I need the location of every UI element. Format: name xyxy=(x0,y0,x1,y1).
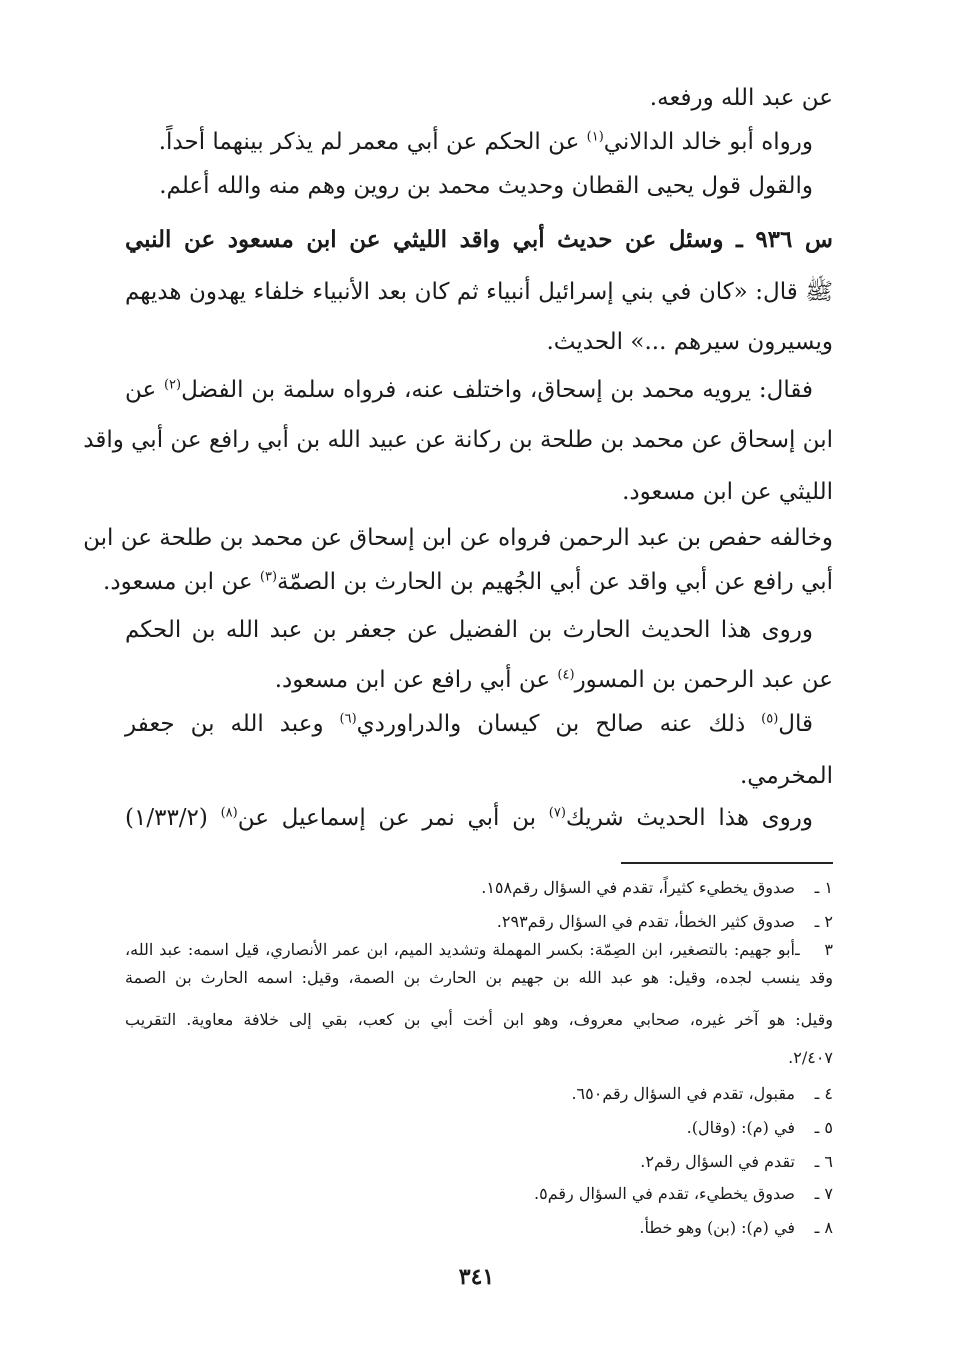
footnote-4: ٤ ـمقبول، تقدم في السؤال رقم٦٥٠. xyxy=(571,1084,833,1103)
footnote-5: ٥ ـفي (م): (وقال). xyxy=(686,1118,833,1137)
footnote-mark-8: (٨) xyxy=(220,805,238,821)
footnote-8: ٨ ـفي (م): (بن) وهو خطأ. xyxy=(639,1218,833,1237)
text-line-15: المخرمي. xyxy=(739,763,833,789)
text-line-7: فقال: يرويه محمد بن إسحاق، واختلف عنه، فرواه سلمة بن الفضل$^{(٢)}$ عن xyxy=(125,377,814,403)
question-heading: س ٩٣٦ ـ وسئل عن حديث أبي واقد الليثي عن ابن مسعود عن النبي xyxy=(125,226,833,253)
footnote-2: ٢ ـصدوق كثير الخطأ، تقدم في السؤال رقم٢٩٣. xyxy=(496,912,833,931)
footnote-divider xyxy=(621,862,833,864)
footnote-mark-2: (٢) xyxy=(163,377,182,393)
footnote-7: ٧ ـصدوق يخطيء، تقدم في السؤال رقم٥. xyxy=(534,1184,833,1203)
text-line-8: ابن إسحاق عن محمد بن طلحة بن ركانة عن عبيد الله بن أبي رافع عن أبي واقد xyxy=(83,427,833,453)
footnote-mark-3: (٣) xyxy=(259,569,278,585)
footnote-3-line-2: وقد ينسب لجده، وقيل: هو عبد الله بن جهيم بن الحارث بن الصمة، وقيل: اسمه الحارث بن الصمة xyxy=(125,968,833,987)
text-line-14: قال$^{(٥)}$ ذلك عنه صالح بن كيسان والدراوردي$^{(٦)}$ وعبد الله بن جعفر xyxy=(125,711,813,737)
text-line-10: وخالفه حفص بن عبد الرحمن فرواه عن ابن إسحاق عن محمد بن طلحة عن ابن xyxy=(83,525,833,551)
text-line-11: أبي رافع عن أبي واقد عن أبي الجُهيم بن الحارث بن الصمّة$^{(٣)}$ عن ابن مسعود. xyxy=(103,569,833,595)
text-line-3: والقول قول يحيى القطان وحديث محمد بن روين وهم منه والله أعلم. xyxy=(159,173,813,199)
footnote-mark-5: (٥) xyxy=(761,711,779,727)
footnote-3: ٣ ـأبو جهيم: بالتصغير، ابن الصِمّة: بكسر المهملة وتشديد الميم، ابن عمر الأنصاري، قيل اسمه: عبد الله، xyxy=(125,940,833,959)
footnote-6: ٦ ـتقدم في السؤال رقم٢. xyxy=(640,1152,833,1171)
text-line-1: عن عبد الله ورفعه. xyxy=(649,85,833,111)
footnote-mark-7: (٧) xyxy=(548,805,566,821)
text-line-13: عن عبد الرحمن بن المسور$^{(٤)}$ عن أبي رافع عن ابن مسعود. xyxy=(274,667,833,693)
footnote-1: ١ ـصدوق يخطيء كثيراً، تقدم في السؤال رقم١٥٨. xyxy=(481,878,833,897)
footnote-mark-4: (٤) xyxy=(557,667,575,683)
footnote-mark-1: (١) xyxy=(586,129,604,145)
text-line-12: وروى هذا الحديث الحارث بن الفضيل عن جعفر بن عبد الله بن الحكم xyxy=(125,617,813,643)
text-line-16: وروى هذا الحديث شريك$^{(٧)}$ بن أبي نمر عن إسماعيل عن$^{(٨)}$ (١/٣٣/٢) xyxy=(125,805,813,831)
footnote-3-line-3: وقيل: هو آخر غيره، صحابي معروف، وهو ابن أخت أبي بن كعب، بقي إلى خلافة معاوية. التقريب xyxy=(125,1010,833,1029)
text-line-9: الليثي عن ابن مسعود. xyxy=(622,479,833,505)
text-line-6: ويسيرون سيرهم ...» الحديث. xyxy=(546,329,833,355)
page-number: ٣٤١ xyxy=(458,1264,495,1290)
footnote-3-line-4: ٢/٤٠٧. xyxy=(788,1048,833,1067)
footnote-mark-6: (٦) xyxy=(339,711,357,727)
text-line-2: ورواه أبو خالد الدالاني$^{(١)}$ عن الحكم عن أبي معمر لم يذكر بينهما أحداً. xyxy=(158,129,813,155)
text-line-5: ﷺ قال: «كان في بني إسرائيل أنبياء ثم كان بعد الأنبياء خلفاء يهدون هديهم xyxy=(125,279,833,305)
